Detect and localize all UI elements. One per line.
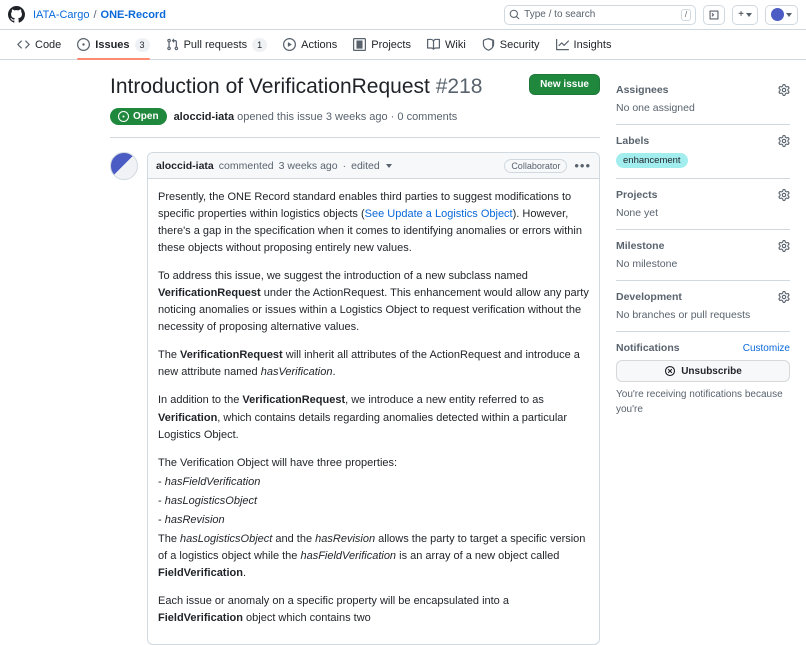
chevron-down-icon bbox=[746, 13, 752, 17]
text-run: ). However, there's a gap in the specification when it comes to identifying anomalies or errors within these objects without proposing entirely new values. bbox=[158, 208, 582, 255]
text-run: The bbox=[158, 532, 181, 545]
text-run: Each issue or anomaly on a specific property will be encapsulated into a bbox=[158, 594, 509, 607]
development-value: No branches or pull requests bbox=[616, 309, 751, 321]
code-icon bbox=[17, 38, 30, 51]
shield-icon bbox=[482, 38, 495, 51]
projects-heading bbox=[616, 189, 790, 201]
tab-code[interactable] bbox=[10, 30, 68, 59]
emphasis-text: FieldVerification bbox=[158, 611, 243, 624]
italic-text: hasFieldVerification bbox=[300, 549, 397, 562]
development-heading bbox=[616, 291, 790, 303]
breadcrumb bbox=[33, 9, 166, 21]
emphasis-text: VerificationRequest bbox=[158, 287, 261, 300]
issues-count: 3 bbox=[135, 38, 150, 52]
text-run: The Verification Object will have three properties: bbox=[158, 456, 398, 469]
book-icon bbox=[427, 38, 440, 51]
emphasis-text: VerificationRequest bbox=[180, 349, 283, 362]
issue-author[interactable]: aloccid-iata bbox=[173, 110, 235, 123]
notifications-note: You're receiving notifications because you're bbox=[616, 389, 783, 415]
text-run: - bbox=[158, 475, 165, 488]
graph-icon bbox=[556, 38, 569, 51]
notifications-title: Notifications bbox=[616, 342, 680, 354]
tab-code-label: Code bbox=[35, 38, 62, 51]
git-pull-request-icon bbox=[166, 38, 179, 51]
text-run: The bbox=[158, 349, 181, 362]
emphasis-text: Verification bbox=[158, 411, 218, 424]
text-run: under the ActionRequest. This enhancement would allow any party noticing anomalies or issues within a Logistics Object to request verification without the necessity of proposing alternative values. bbox=[158, 287, 589, 334]
comment-body bbox=[148, 179, 599, 644]
sidebar-section-labels bbox=[616, 125, 790, 179]
tab-wiki[interactable] bbox=[420, 30, 473, 59]
text-run: To address this issue, we suggest the introduction of a new subclass named bbox=[158, 270, 528, 283]
text-run: will inherit all attributes of the ActionRequest and introduce a new attribute named bbox=[158, 349, 580, 379]
global-header bbox=[0, 0, 806, 30]
italic-text: hasRevision bbox=[315, 532, 376, 545]
tab-actions-label: Actions bbox=[301, 38, 338, 51]
issue-number: #218 bbox=[435, 75, 483, 98]
github-mark-icon[interactable] bbox=[8, 6, 25, 23]
comment-paragraph bbox=[158, 189, 589, 257]
profile-menu-button[interactable] bbox=[765, 5, 798, 25]
tab-wiki-label: Wiki bbox=[445, 38, 466, 51]
text-run: In addition to the bbox=[158, 394, 243, 407]
sidebar-section-projects bbox=[616, 179, 790, 230]
breadcrumb-repo[interactable]: ONE-Record bbox=[100, 8, 166, 21]
comment-paragraph bbox=[158, 392, 589, 443]
comment-header-actions bbox=[504, 159, 591, 173]
avatar[interactable] bbox=[110, 152, 138, 180]
text-run: object which contains two bbox=[242, 611, 371, 624]
comment-paragraph bbox=[158, 474, 589, 491]
text-run: , we introduce a new entity referred to as bbox=[345, 394, 544, 407]
tab-insights-label: Insights bbox=[573, 38, 612, 51]
assignees-value: No one assigned bbox=[616, 102, 695, 114]
unsubscribe-button[interactable] bbox=[616, 360, 790, 382]
sidebar-section-assignees bbox=[616, 74, 790, 125]
text-run: . bbox=[242, 566, 247, 579]
development-title: Development bbox=[616, 291, 682, 303]
milestone-value: No milestone bbox=[616, 258, 678, 270]
tab-pull-requests[interactable] bbox=[159, 30, 275, 59]
breadcrumb-owner[interactable]: IATA-Cargo bbox=[33, 8, 90, 21]
gear-icon[interactable] bbox=[778, 189, 790, 201]
tab-actions[interactable] bbox=[276, 30, 344, 59]
comment-paragraph bbox=[158, 347, 589, 381]
projects-value: None yet bbox=[616, 207, 659, 219]
create-new-label: + bbox=[738, 9, 744, 20]
text-run: is an array of a new object called bbox=[396, 549, 560, 562]
sidebar-section-milestone bbox=[616, 230, 790, 281]
tab-pull-requests-label: Pull requests bbox=[183, 38, 248, 51]
comment-paragraph bbox=[158, 512, 589, 529]
search-placeholder: Type / to search bbox=[524, 9, 596, 20]
text-run: , which contains details regarding anomalies detected within a particular Logistics Object. bbox=[158, 411, 568, 441]
text-run: Presently, the ONE Record standard enables third parties to suggest modifications to specific properties within logistics objects ( bbox=[158, 191, 572, 221]
notifications-heading bbox=[616, 342, 790, 354]
labels-title: Labels bbox=[616, 135, 650, 147]
tab-issues[interactable] bbox=[70, 30, 156, 59]
comment-header: aloccid-iata commented 3 weeks ago · edited Collaborator ••• bbox=[148, 153, 599, 179]
tab-security[interactable] bbox=[475, 30, 547, 59]
chevron-down-icon[interactable] bbox=[386, 164, 392, 168]
repository-navigation bbox=[0, 30, 806, 60]
header-actions bbox=[504, 5, 798, 25]
projects-title: Projects bbox=[616, 189, 658, 201]
sidebar-section-development bbox=[616, 281, 790, 332]
label-chip-enhancement[interactable]: enhancement bbox=[616, 153, 688, 168]
comment-card bbox=[147, 152, 600, 645]
breadcrumb-separator: / bbox=[93, 8, 97, 21]
role-badge: Collaborator bbox=[504, 159, 567, 173]
gear-icon[interactable] bbox=[778, 240, 790, 252]
command-palette-icon[interactable] bbox=[703, 5, 725, 25]
search-slash-key: / bbox=[681, 9, 691, 21]
issue-meta-text: aloccid-iata opened this issue 3 weeks ago · 0 comments bbox=[173, 110, 458, 123]
comment-time: 3 weeks ago bbox=[278, 159, 338, 172]
text-run: - bbox=[158, 494, 165, 507]
comment-author[interactable]: aloccid-iata bbox=[156, 159, 214, 172]
issue-header bbox=[110, 74, 600, 100]
comment-thread bbox=[110, 152, 600, 645]
unsubscribe-label: Unsubscribe bbox=[681, 365, 742, 377]
emphasis-text: VerificationRequest bbox=[242, 394, 346, 407]
new-issue-button[interactable]: New issue bbox=[529, 74, 600, 95]
issue-page bbox=[0, 60, 806, 645]
kebab-menu-icon[interactable]: ••• bbox=[574, 157, 591, 173]
text-run: - bbox=[158, 513, 165, 526]
issue-comment-count: 0 comments bbox=[397, 110, 458, 123]
issue-time: 3 weeks ago bbox=[325, 110, 388, 123]
customize-link[interactable]: Customize bbox=[742, 342, 790, 354]
issue-action: opened this issue bbox=[237, 110, 323, 123]
comment-edited[interactable]: edited bbox=[351, 159, 380, 172]
italic-text: hasRevision bbox=[164, 513, 225, 526]
tab-projects[interactable] bbox=[346, 30, 418, 59]
tab-projects-label: Projects bbox=[371, 38, 411, 51]
gear-icon[interactable] bbox=[778, 84, 790, 96]
search-icon bbox=[509, 9, 520, 20]
issue-title-text: Introduction of VerificationRequest bbox=[110, 75, 430, 98]
italic-text: hasLogisticsObject bbox=[180, 532, 273, 545]
italic-text: hasFieldVerification bbox=[164, 475, 261, 488]
page-title bbox=[110, 74, 482, 100]
comment-paragraph bbox=[158, 268, 589, 336]
issue-sidebar bbox=[616, 74, 806, 645]
create-new-button[interactable] bbox=[732, 5, 758, 25]
tab-security-label: Security bbox=[499, 38, 540, 51]
issue-main-column bbox=[0, 74, 616, 645]
status-badge-label: Open bbox=[133, 111, 159, 122]
play-icon bbox=[283, 38, 296, 51]
emphasis-text: FieldVerification bbox=[158, 566, 243, 579]
comment-paragraph bbox=[158, 455, 589, 472]
comment-paragraph bbox=[158, 593, 589, 627]
text-run: and the bbox=[272, 532, 316, 545]
comment-action: commented bbox=[218, 159, 274, 172]
search-input[interactable] bbox=[504, 5, 696, 25]
comment-paragraph bbox=[158, 493, 589, 510]
tab-issues-label: Issues bbox=[95, 38, 130, 51]
issue-meta bbox=[110, 108, 600, 138]
text-run: allows the party to target a specific version of a logistics object while the bbox=[158, 532, 586, 562]
milestone-title: Milestone bbox=[616, 240, 665, 252]
mute-icon bbox=[664, 365, 676, 377]
table-icon bbox=[353, 38, 366, 51]
issue-opened-icon bbox=[77, 38, 90, 51]
status-badge bbox=[110, 108, 167, 125]
gear-icon[interactable] bbox=[778, 135, 790, 147]
italic-text: hasVerification bbox=[260, 366, 333, 379]
comment-paragraph bbox=[158, 531, 589, 582]
avatar bbox=[771, 8, 784, 21]
milestone-heading bbox=[616, 240, 790, 252]
text-run: . bbox=[332, 366, 336, 379]
assignees-title: Assignees bbox=[616, 84, 669, 96]
tab-insights[interactable] bbox=[549, 30, 619, 59]
italic-text: hasLogisticsObject bbox=[164, 494, 258, 507]
chevron-down-icon bbox=[786, 13, 792, 17]
assignees-heading bbox=[616, 84, 790, 96]
gear-icon[interactable] bbox=[778, 291, 790, 303]
pull-requests-count: 1 bbox=[252, 38, 267, 52]
issue-opened-icon bbox=[118, 111, 129, 122]
labels-heading bbox=[616, 135, 790, 147]
inline-link[interactable]: See Update a Logistics Object bbox=[364, 208, 513, 221]
